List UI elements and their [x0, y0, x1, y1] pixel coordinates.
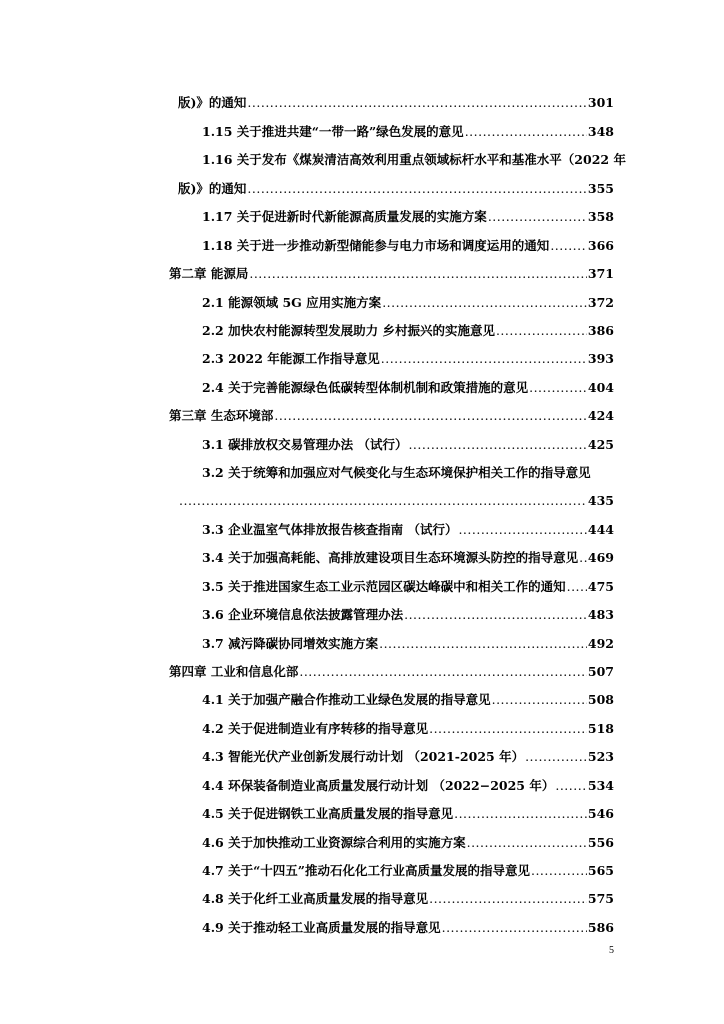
toc-entry-page: 355	[587, 181, 614, 196]
toc-entry-page: 492	[587, 636, 614, 651]
toc-entry-title: 版)》的通知	[178, 181, 247, 196]
toc-entry[interactable]	[0, 122, 724, 142]
dot-leader	[529, 378, 587, 398]
toc-entry-title: 4.6 关于加快推动工业资源综合利用的实施方案	[202, 835, 466, 850]
toc-entry-page: 507	[587, 664, 614, 679]
toc-entry-title: 4.3 智能光伏产业创新发展行动计划 （2021-2025 年）	[202, 749, 525, 764]
dot-leader	[249, 264, 587, 284]
toc-entry-page: 358	[587, 209, 614, 224]
toc-entry-page: 546	[587, 806, 614, 821]
toc-entry[interactable]	[0, 577, 724, 597]
toc-entry[interactable]	[0, 747, 724, 767]
toc-entry-title: 3.6 企业环境信息依法披露管理办法	[202, 607, 404, 622]
toc-entry-title: 3.4 关于加强高耗能、高排放建设项目生态环境源头防控的指导意见	[202, 550, 579, 565]
toc-entry-title: 4.7 关于“十四五”推动石化化工行业高质量发展的指导意见	[202, 863, 530, 878]
dot-leader	[381, 349, 587, 369]
toc-entry-page: 508	[587, 692, 614, 707]
toc-entry[interactable]	[0, 293, 724, 313]
toc-entry[interactable]	[0, 719, 724, 739]
toc-entry[interactable]	[0, 491, 724, 511]
toc-entry[interactable]	[0, 93, 724, 113]
dot-leader	[382, 293, 587, 313]
toc-entry-page: 372	[587, 295, 614, 310]
toc-entry-page: 404	[587, 380, 614, 395]
toc-entry-page: 386	[587, 323, 614, 338]
toc-entry-page: 534	[587, 778, 614, 793]
toc-entry-page: 556	[587, 835, 614, 850]
toc-entry[interactable]	[0, 236, 724, 256]
toc-chapter-entry[interactable]	[0, 264, 724, 284]
toc-entry-page: 469	[587, 550, 614, 565]
toc-entry[interactable]	[0, 321, 724, 341]
toc-entry[interactable]	[0, 634, 724, 654]
dot-leader	[247, 179, 586, 199]
toc-entry-title: 3.7 减污降碳协同增效实施方案	[202, 636, 379, 651]
dot-leader	[567, 577, 587, 597]
dot-leader	[496, 321, 587, 341]
toc-entry-page: 348	[587, 124, 614, 139]
toc-entry[interactable]	[0, 207, 724, 227]
toc-entry[interactable]	[0, 918, 724, 938]
toc-entry-page: 393	[587, 351, 614, 366]
toc-entry-title: 4.2 关于促进制造业有序转移的指导意见	[202, 721, 429, 736]
dot-leader	[488, 207, 587, 227]
toc-entry[interactable]	[0, 861, 724, 881]
dot-leader	[379, 634, 587, 654]
toc-entry-title: 版)》的通知	[178, 95, 247, 110]
dot-leader	[442, 918, 587, 938]
toc-entry-page: 425	[587, 437, 614, 452]
dot-leader	[274, 406, 587, 426]
toc-entry-title: 3.5 关于推进国家生态工业示范园区碳达峰碳中和相关工作的通知	[202, 579, 566, 594]
toc-entry-page: 444	[587, 522, 614, 537]
toc-entry-title: 2.3 2022 年能源工作指导意见	[202, 351, 380, 366]
toc-entry[interactable]	[0, 605, 724, 625]
toc-entry-title: 2.1 能源领域 5G 应用实施方案	[202, 295, 382, 310]
toc-entry-title: 第二章 能源局	[169, 266, 249, 281]
toc-entry[interactable]	[0, 378, 724, 398]
toc-entry[interactable]	[0, 776, 724, 796]
toc-entry-title: 4.9 关于推动轻工业高质量发展的指导意见	[202, 920, 441, 935]
toc-entry-title: 2.4 关于完善能源绿色低碳转型体制机制和政策措施的意见	[202, 380, 529, 395]
dot-leader	[492, 690, 587, 710]
toc-entry-title: 1.16 关于发布《煤炭清洁高效利用重点领域标杆水平和基准水平（2022 年	[202, 152, 626, 167]
dot-leader	[531, 861, 587, 881]
toc-entry-page: 523	[587, 749, 614, 764]
toc-entry-title: 1.15 关于推进共建“一带一路”绿色发展的意见	[202, 124, 464, 139]
dot-leader	[299, 662, 587, 682]
toc-entry-title: 3.1 碳排放权交易管理办法 （试行）	[202, 437, 408, 452]
toc-entry-page: 518	[587, 721, 614, 736]
toc-entry-title: 4.4 环保装备制造业高质量发展行动计划 （2022−2025 年）	[202, 778, 555, 793]
toc-entry-page: 575	[587, 891, 614, 906]
toc-entry[interactable]	[0, 179, 724, 199]
dot-leader	[247, 93, 586, 113]
toc-entry-title: 3.2 关于统筹和加强应对气候变化与生态环境保护相关工作的指导意见	[202, 465, 591, 480]
dot-leader	[467, 833, 587, 853]
toc-entry-page: 483	[587, 607, 614, 622]
toc-entry-page: 366	[587, 238, 614, 253]
toc-entry-page: 301	[587, 95, 614, 110]
toc-entry-page: 475	[587, 579, 614, 594]
toc-entry-title: 4.5 关于促进钢铁工业高质量发展的指导意见	[202, 806, 454, 821]
toc-entry[interactable]	[0, 520, 724, 540]
toc-entry	[0, 150, 724, 170]
toc-entry-title: 2.2 加快农村能源转型发展助力 乡村振兴的实施意见	[202, 323, 495, 338]
toc-entry-title: 3.3 企业温室气体排放报告核查指南 （试行）	[202, 522, 458, 537]
toc-entry-title: 第四章 工业和信息化部	[169, 664, 299, 679]
dot-leader	[458, 520, 586, 540]
dot-leader	[429, 719, 587, 739]
dot-leader	[555, 776, 587, 796]
dot-leader	[179, 491, 587, 511]
dot-leader	[404, 605, 587, 625]
toc-entry-page: 435	[587, 493, 614, 508]
toc-entry-title: 第三章 生态环境部	[169, 408, 274, 423]
toc-entry[interactable]	[0, 804, 724, 824]
dot-leader	[550, 236, 587, 256]
dot-leader	[465, 122, 587, 142]
page-number: 5	[609, 945, 614, 956]
toc-entry[interactable]	[0, 833, 724, 853]
toc-chapter-entry[interactable]	[0, 406, 724, 426]
toc-entry-page: 565	[587, 863, 614, 878]
dot-leader	[454, 804, 587, 824]
toc-entry[interactable]	[0, 435, 724, 455]
dot-leader	[579, 548, 587, 568]
toc-entry-page: 424	[587, 408, 614, 423]
toc-entry	[0, 463, 724, 483]
dot-leader	[429, 889, 587, 909]
toc-entry-page: 586	[587, 920, 614, 935]
toc-chapter-entry[interactable]	[0, 662, 724, 682]
dot-leader	[408, 435, 586, 455]
toc-entry-title: 1.17 关于促进新时代新能源高质量发展的实施方案	[202, 209, 487, 224]
toc-entry[interactable]	[0, 889, 724, 909]
toc-entry-title: 4.8 关于化纤工业高质量发展的指导意见	[202, 891, 429, 906]
toc-entry-title: 1.18 关于进一步推动新型储能参与电力市场和调度运用的通知	[202, 238, 550, 253]
toc-entry[interactable]	[0, 690, 724, 710]
toc-entry[interactable]	[0, 349, 724, 369]
toc-entry-title: 4.1 关于加强产融合作推动工业绿色发展的指导意见	[202, 692, 491, 707]
toc-entry-page: 371	[587, 266, 614, 281]
toc-entry[interactable]	[0, 548, 724, 568]
dot-leader	[525, 747, 587, 767]
